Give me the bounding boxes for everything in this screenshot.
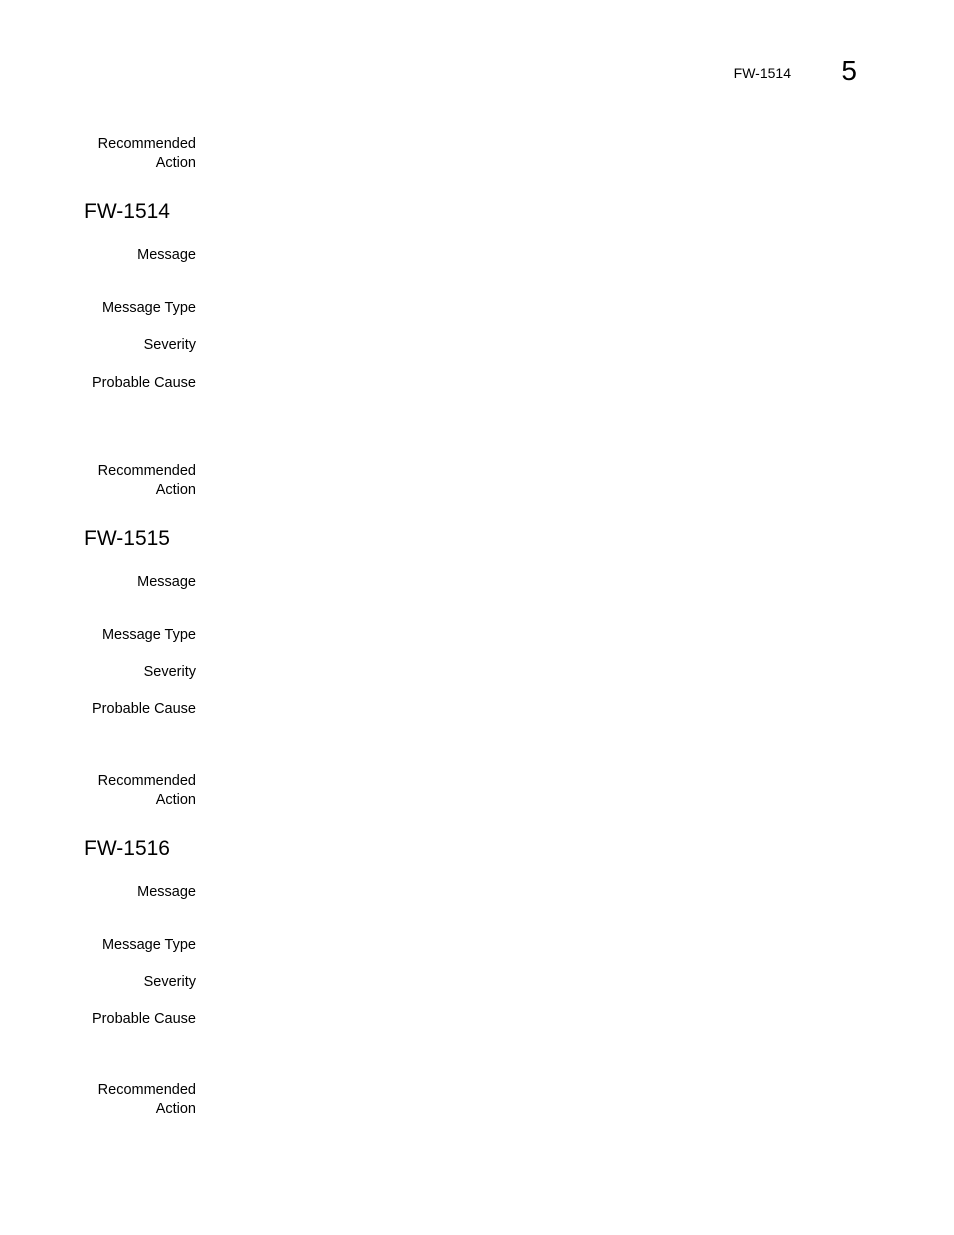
recommended-action-label-line2: Action: [155, 1101, 196, 1117]
recommended-action-label-line1: Recommended: [97, 463, 196, 479]
message-type-label: Message Type: [101, 627, 196, 643]
chapter-number: 5: [841, 55, 857, 86]
probable-cause-label: Probable Cause: [92, 701, 196, 717]
severity-label: Severity: [143, 974, 196, 990]
recommended-action-label-line2: Action: [155, 155, 196, 171]
message-type-label: Message Type: [101, 937, 196, 953]
probable-cause-label: Probable Cause: [92, 375, 196, 391]
recommended-action-label-line2: Action: [155, 792, 196, 808]
message-label: Message: [137, 884, 196, 900]
entry-title: FW-1515: [84, 527, 170, 550]
entry-title: FW-1514: [84, 200, 170, 223]
message-label: Message: [137, 574, 196, 590]
severity-label: Severity: [143, 664, 196, 680]
message-type-label: Message Type: [101, 300, 196, 316]
running-head-title: FW-1514: [733, 65, 791, 81]
message-label: Message: [137, 247, 196, 263]
recommended-action-label-line1: Recommended: [97, 136, 196, 152]
recommended-action-label-line1: Recommended: [97, 773, 196, 789]
probable-cause-label: Probable Cause: [92, 1011, 196, 1027]
recommended-action-label-line2: Action: [155, 482, 196, 498]
severity-label: Severity: [143, 337, 196, 353]
entry-title: FW-1516: [84, 837, 170, 860]
recommended-action-label-line1: Recommended: [97, 1082, 196, 1098]
